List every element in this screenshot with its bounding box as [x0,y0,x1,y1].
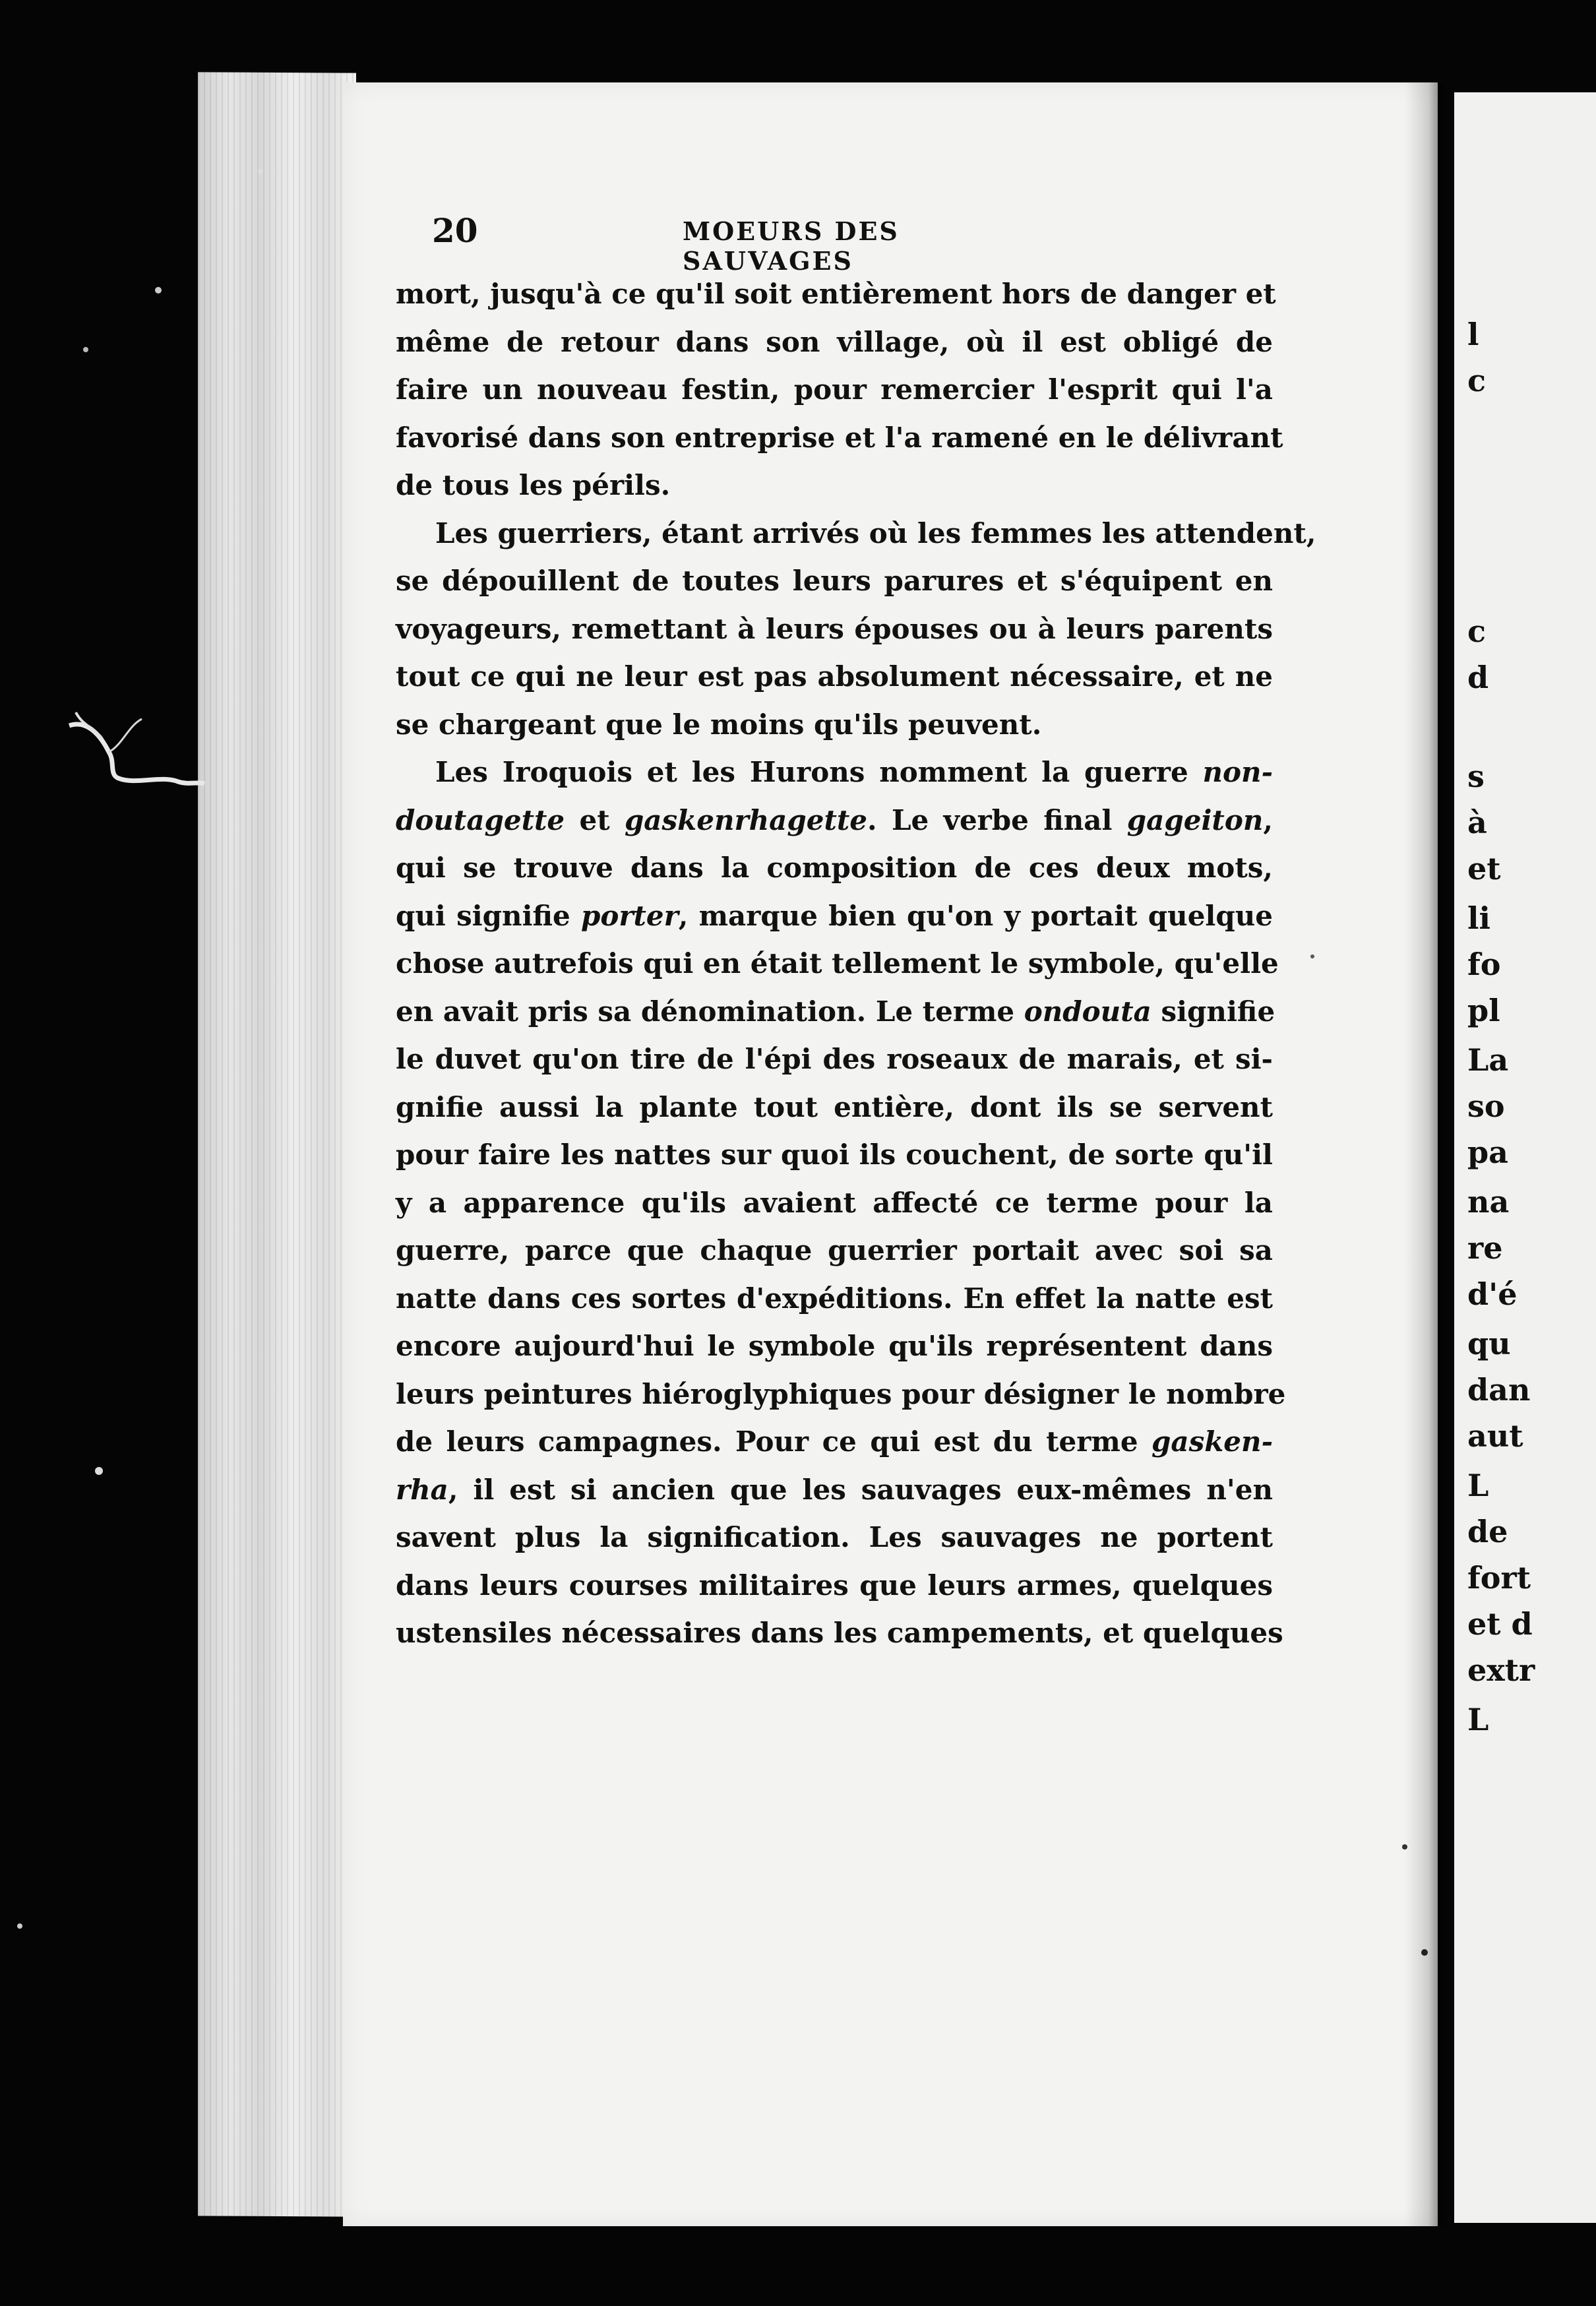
text-line: ustensiles nécessaires dans les campements, et quelques [396,1617,1283,1649]
text-line: favorisé dans son entreprise et l'a ramené en le délivrant [396,421,1283,454]
text-line: qui se trouve dans la composition de ces deux mots, [396,852,1273,884]
facing-fragment: na [1467,1184,1510,1220]
page-number: 20 [432,211,478,250]
text-line: y a apparence qu'ils avaient affecté ce terme pour la [396,1186,1273,1219]
text-line: se chargeant que le moins qu'ils peuvent. [396,708,1042,741]
text-line: mort, jusqu'à ce qu'il soit entièrement hors de danger et [396,278,1276,310]
facing-fragment: La [1467,1042,1509,1078]
text-line: leurs peintures hiéroglyphiques pour désigner le nombre [396,1377,1286,1410]
text-line: voyageurs, remettant à leurs épouses ou à leurs parents [396,612,1273,645]
facing-fragment: à [1467,805,1487,840]
facing-fragment: L [1467,1468,1489,1503]
text-line: Les guerriers, étant arrivés où les femmes les attendent, [435,516,1316,549]
text-segment: en avait pris sa dénomination. Le terme [396,995,1015,1028]
facing-fragment: c [1467,613,1487,649]
facing-fragment: fort [1467,1560,1531,1596]
text-line [396,749,1273,797]
text-line [396,892,1273,941]
facing-fragment: pa [1467,1135,1508,1170]
facing-fragment: L [1467,1702,1489,1737]
text-line: pour faire les nattes sur quoi ils couchent, de sorte qu'il [396,1138,1273,1171]
italic-term: porter [581,899,679,932]
facing-fragment: c [1467,363,1487,398]
text-line: tout ce qui ne leur est pas absolument nécessaire, et ne [396,660,1273,693]
facing-fragment: d [1467,660,1489,695]
text-line [396,988,1273,1036]
running-title: MOEURS DES SAUVAGES [683,216,900,276]
facing-fragment: li [1467,900,1490,936]
text-segment: . Le verbe final [867,803,1113,836]
facing-fragment: dan [1467,1372,1531,1408]
text-line [396,1466,1273,1514]
text-segment: , marque bien qu'on y portait quelque [678,899,1273,932]
facing-fragment: re [1467,1230,1503,1266]
text-line: encore aujourd'hui le symbole qu'ils représentent dans [396,1330,1273,1362]
running-head [432,211,1026,276]
facing-page-edge [1454,92,1596,2223]
text-segment: Les Iroquois et les Hurons nomment la guerre [435,756,1188,788]
facing-fragment: s [1467,759,1485,794]
text-line: gnifie aussi la plante tout entière, dont ils se servent [396,1090,1273,1123]
text-line: chose autrefois qui en était tellement le symbole, qu'elle [396,947,1279,980]
text-segment: qui signifie [396,899,570,932]
text-line: se dépouillent de toutes leurs parures et s'équipent en [396,565,1273,597]
text-segment: de leurs campagnes. Pour ce qui est du terme [396,1425,1138,1458]
italic-term: gageiton [1126,803,1264,836]
text-line: savent plus la signification. Les sauvages ne portent [396,1521,1273,1553]
facing-fragment: et d [1467,1606,1533,1642]
text-segment: et [579,803,610,836]
facing-fragment: extr [1467,1652,1535,1688]
facing-fragment: pl [1467,993,1500,1028]
facing-fragment: de [1467,1514,1508,1549]
text-segment: signifie [1161,995,1275,1028]
italic-term: non- [1202,756,1274,788]
text-line: même de retour dans son village, où il est obligé de [396,325,1273,358]
facing-fragment: aut [1467,1418,1523,1454]
text-line: le duvet qu'on tire de l'épi des roseaux de marais, et si- [396,1043,1273,1075]
text-line: faire un nouveau festin, pour remercier l'esprit qui l'a [396,373,1273,406]
italic-term: gasken- [1151,1425,1274,1458]
facing-fragment: fo [1467,947,1501,982]
italic-term: rha [396,1473,448,1506]
text-line [396,1418,1273,1466]
text-segment: , [1263,803,1273,836]
italic-term: doutagette [396,803,565,836]
body-text [396,270,1316,1658]
facing-fragment: l [1467,317,1479,352]
text-line: natte dans ces sortes d'expéditions. En effet la natte est [396,1282,1273,1315]
facing-fragment: qu [1467,1326,1511,1361]
facing-fragment: et [1467,851,1501,887]
italic-term: gaskenrhagette [624,803,868,836]
text-segment: , il est si ancien que les sauvages eux-mêmes n'en [448,1473,1273,1506]
facing-fragment: d'é [1467,1276,1518,1312]
loose-thread [63,699,208,831]
text-line: guerre, parce que chaque guerrier portait avec soi sa [396,1234,1273,1266]
italic-term: ondouta [1024,995,1151,1028]
page-edges [198,72,356,2216]
text-line: dans leurs courses militaires que leurs armes, quelques [396,1569,1273,1602]
text-line [396,797,1273,845]
text-line: de tous les périls. [396,469,671,501]
gutter-shadow [1405,82,1444,2226]
facing-fragment: so [1467,1088,1505,1124]
